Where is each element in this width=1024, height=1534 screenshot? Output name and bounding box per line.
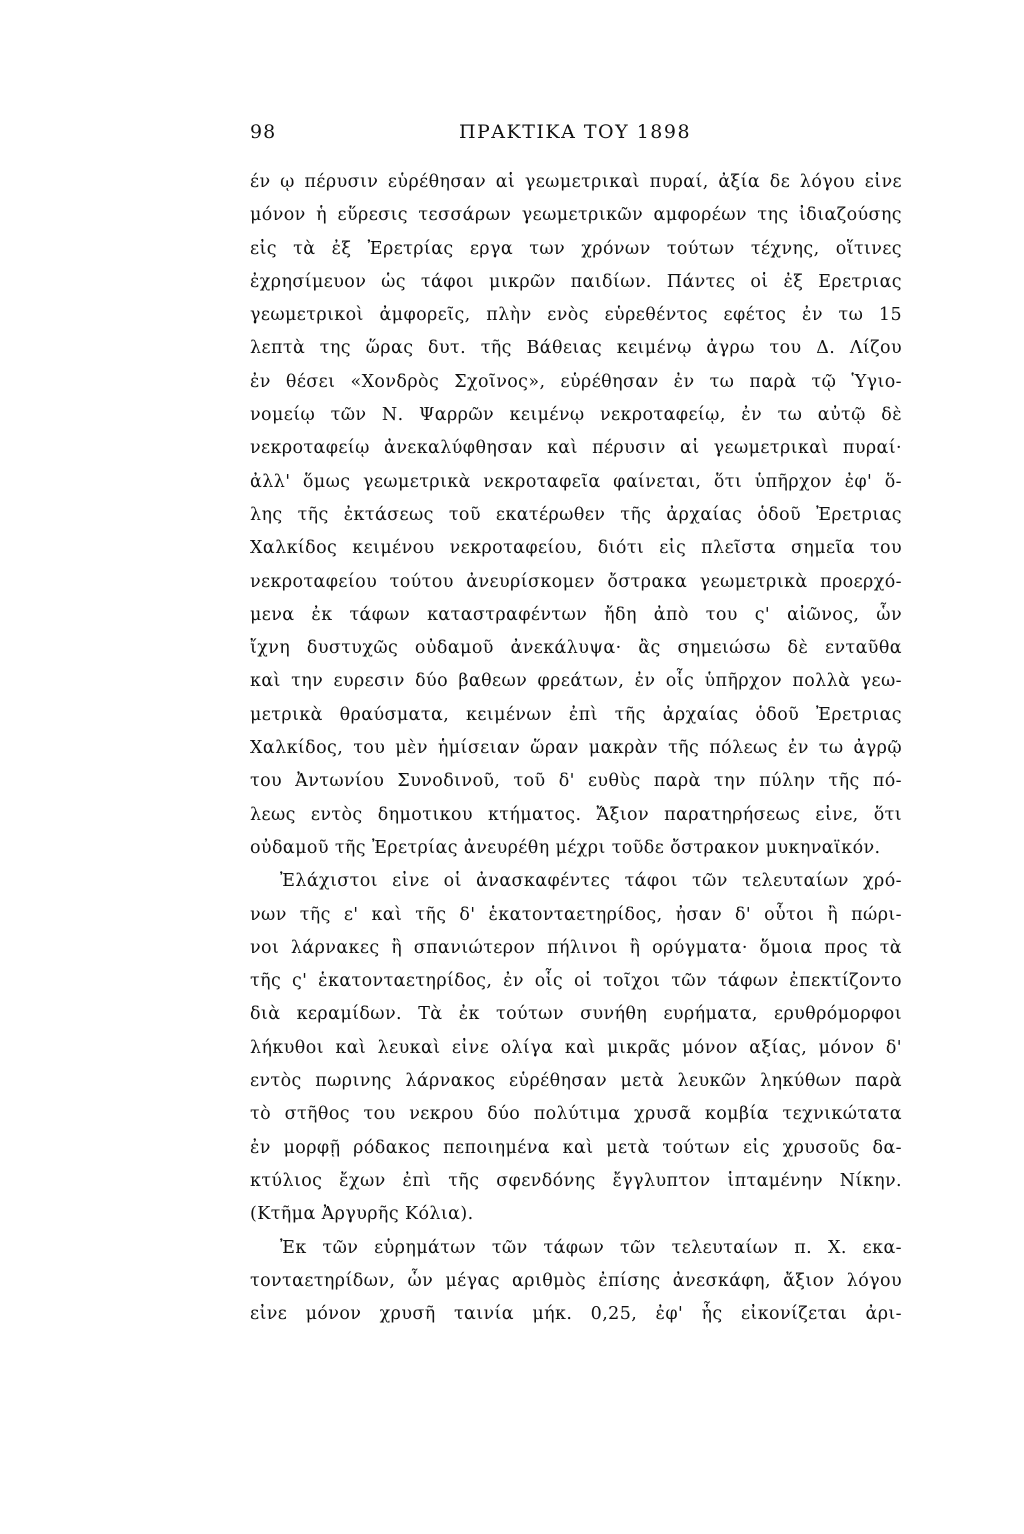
text-line: Χαλκίδος κειμένου νεκροταφείου, διότι εἰς πλεῖστα σημεῖα του xyxy=(250,538,902,559)
text-line: λήκυθοι καὶ λευκαὶ εἰνε ολίγα καὶ μικρᾶς μόνον αξίας, μόνον δ' xyxy=(250,1037,902,1058)
text-line: λεως εντὸς δημοτικου κτήματος. Ἄξιον παρατηρήσεως εἰνε, ὅτι xyxy=(250,804,902,825)
text-line: ἀλλ' ὅμως γεωμετρικὰ νεκροταφεῖα φαίνεται, ὅτι ὑπῆρχον ἐφ' ὅ- xyxy=(250,471,902,492)
text-line: τονταετηρίδων, ὧν μέγας αριθμὸς ἐπίσης ἀνεσκάφη, ἄξιον λόγου xyxy=(250,1270,902,1291)
text-line: (Κτῆμα Ἀργυρῆς Κόλια). xyxy=(250,1204,474,1225)
text-line: γεωμετρικοὶ ἀμφορεῖς, πλὴν ενὸς εὑρεθέντος εφέτος ἐν τω 15 xyxy=(250,305,902,326)
text-line: εντὸς πωρινης λάρνακος εὑρέθησαν μετὰ λευκῶν ληκύθων παρὰ xyxy=(250,1071,902,1092)
text-line: νομείῳ τῶν Ν. Ψαρρῶν κειμένῳ νεκροταφείῳ, ἐν τω αὐτῷ δὲ xyxy=(250,405,902,426)
text-line: ἐχρησίμευον ὡς τάφοι μικρῶν παιδίων. Πάντες οἱ ἐξ Ερετριας xyxy=(250,271,902,292)
running-title: ΠΡΑΚΤΙΚΑ ΤΟΥ 1898 xyxy=(458,121,692,143)
text-line: ἐν μορφῇ ρόδακος πεποιημένα καὶ μετὰ τούτων εἰς χρυσοῦς δα- xyxy=(250,1137,902,1158)
text-line: έν ῳ πέρυσιν εὑρέθησαν αἱ γεωμετρικαὶ πυραί, ἀξία δε λόγου εἰνε xyxy=(250,172,902,192)
text-line: Χαλκίδος, του μὲν ἡμίσειαν ὥραν μακρὰν τῆς πόλεως ἐν τω ἀγρῷ xyxy=(250,738,902,759)
text-line: νεκροταφείου τούτου ἀνευρίσκομεν ὄστρακα γεωμετρικὰ προερχό- xyxy=(250,571,902,592)
text-line: εἰς τὰ ἐξ Ἐρετρίας εργα των χρόνων τούτων τέχνης, οἵτινες xyxy=(250,238,902,259)
text-line: νεκροταφείῳ ἀνεκαλύφθησαν καὶ πέρυσιν αἱ γεωμετρικαὶ πυραί· xyxy=(250,438,902,459)
page-header xyxy=(250,121,900,151)
text-line: διὰ κεραμίδων. Τὰ ἐκ τούτων συνήθη ευρήματα, ερυθρόμορφοι xyxy=(250,1004,902,1025)
text-line: Ἐκ τῶν εὑρημάτων τῶν τάφων τῶν τελευταίων π. Χ. εκα- xyxy=(280,1237,902,1258)
text-line: οὐδαμοῦ τῆς Ἐρετρίας ἀνευρέθη μέχρι τοῦδε ὄστρακον μυκηναϊκόν. xyxy=(250,837,881,858)
text-line: Ἐλάχιστοι εἰνε οἱ ἀνασκαφέντες τάφοι τῶν τελευταίων χρό- xyxy=(280,871,902,892)
text-line: μετρικὰ θραύσματα, κειμένων ἐπὶ τῆς ἀρχαίας ὁδοῦ Ἐρετριας xyxy=(250,704,902,725)
body-text xyxy=(250,166,902,1331)
text-line: τὸ στῆθος του νεκρου δύο πολύτιμα χρυσᾶ κομβία τεχνικώτατα xyxy=(250,1104,902,1125)
page-number: 98 xyxy=(250,121,277,143)
text-line: καὶ την ευρεσιν δύο βαθεων φρεάτων, ἐν οἷς ὑπῆρχον πολλὰ γεω- xyxy=(250,671,902,692)
text-line: μόνον ἡ εὕρεσις τεσσάρων γεωμετρικῶν αμφορέων της ἰδιαζούσης xyxy=(250,205,902,226)
text-line: εἰνε μόνον χρυσῆ ταινία μήκ. 0,25, ἐφ' ἧς εἰκονίζεται ἀρι- xyxy=(250,1304,902,1325)
text-line: νων τῆς ε' καὶ τῆς δ' ἑκατονταετηρίδος, ἠσαν δ' οὗτοι ἢ πώρι- xyxy=(250,904,902,925)
text-line: μενα ἐκ τάφων καταστραφέντων ἤδη ἀπὸ του ς' αἰῶνος, ὧν xyxy=(250,604,902,625)
text-line: ἐν θέσει «Χονδρὸς Σχοῖνος», εὑρέθησαν ἐν τω παρὰ τῷ Ὑγιο- xyxy=(250,371,902,392)
text-line: κτύλιος ἔχων ἐπὶ τῆς σφενδόνης ἔγγλυπτον ἱπταμένην Νίκην. xyxy=(250,1170,902,1191)
text-line: του Ἀντωνίου Συνοδινοῦ, τοῦ δ' ευθὺς παρὰ την πύλην τῆς πό- xyxy=(250,771,902,792)
text-line: τῆς ς' ἑκατονταετηρίδος, ἐν οἷς οἱ τοῖχοι τῶν τάφων ἐπεκτίζοντο xyxy=(250,971,902,992)
text-line: λης τῆς ἐκτάσεως τοῦ εκατέρωθεν τῆς ἀρχαίας ὁδοῦ Ἐρετριας xyxy=(250,504,902,525)
text-line: νοι λάρνακες ἢ σπανιώτερον πήλινοι ἢ ορύγματα· ὅμοια προς τὰ xyxy=(250,937,902,958)
text-line: λεπτὰ της ὥρας δυτ. τῆς Βάθειας κειμένῳ ἀγρω του Δ. Λίζου xyxy=(250,338,902,359)
text-line: ἴχνη δυστυχῶς οὐδαμοῦ ἀνεκάλυψα· ἂς σημειώσω δὲ ενταῦθα xyxy=(250,638,902,659)
